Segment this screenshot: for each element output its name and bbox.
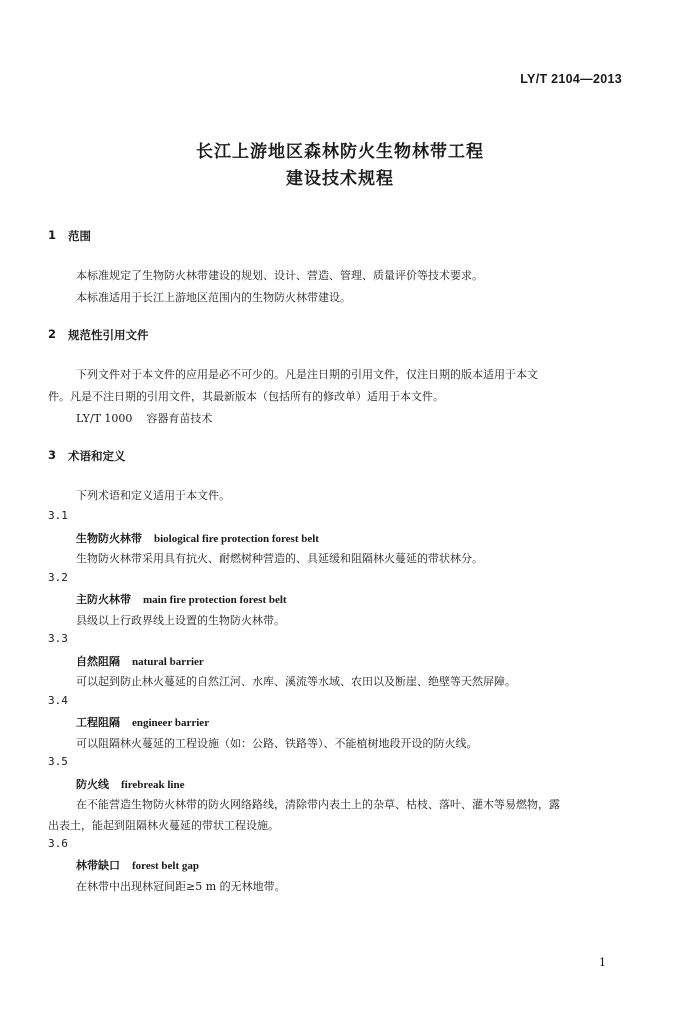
section-2-number: 2 [48,327,57,341]
section-1-number: 1 [48,228,57,242]
term-definition: 生物防火林带采用具有抗火、耐燃树种营造的、具延缓和阻隔林火蔓延的带状林分。 [76,552,483,565]
section-1-para-2: 本标准适用于长江上游地区范围内的生物防火林带建设。 [76,291,351,304]
term-en: forest belt gap [132,860,200,872]
term-cn: 生物防火林带 [76,532,142,545]
term-definition: 县级以上行政界线上设置的生物防火林带。 [76,614,285,627]
term-number: 3.5 [48,755,68,768]
reference-entry [76,410,212,426]
term-en: natural barrier [132,656,204,668]
term-heading [76,530,319,546]
section-1-para-1: 本标准规定了生物防火林带建设的规划、设计、营造、管理、质量评价等技术要求。 [76,269,483,282]
term-heading [76,714,209,730]
term-cn: 林带缺口 [76,859,120,872]
standard-number: LY/T 2104—2013 [520,72,622,86]
term-heading [76,653,204,669]
reference-code: LY/T 1000 [76,412,133,425]
term-number: 3.3 [48,632,68,645]
term-definition: 可以阻隔林火蔓延的工程设施（如：公路、铁路等）、不能植树地段开设的防火线。 [76,737,478,750]
section-2-para-line-2: 件。凡是不注日期的引用文件，其最新版本（包括所有的修改单）适用于本文件。 [48,390,444,403]
term-number: 3.6 [48,837,68,850]
term-cn: 主防火林带 [76,593,131,606]
section-3-number: 3 [48,448,57,462]
term-number: 3.2 [48,571,68,584]
section-2-heading: 规范性引用文件 [68,328,149,342]
reference-title: 容器育苗技术 [146,412,213,425]
term-en: firebreak line [121,779,185,791]
term-en: engineer barrier [132,717,210,729]
term-en: main fire protection forest belt [143,594,287,606]
term-definition: 在林带中出现林冠间距≥5 m 的无林地带。 [76,880,286,893]
section-3-heading: 术语和定义 [68,449,126,463]
title-line-1: 长江上游地区森林防火生物林带工程 [196,142,484,162]
term-heading [76,776,184,792]
term-heading [76,857,199,873]
term-definition: 在不能营造生物防火林带的防火网络路线，清除带内表土上的杂草、枯枝、落叶、灌木等易燃物，露 [76,798,560,811]
term-en: biological fire protection forest belt [154,533,319,545]
term-cn: 工程阻隔 [76,716,120,729]
term-definition: 可以起到防止林火蔓延的自然江河、水库、溪流等水域、农田以及断崖、绝壁等天然屏障。 [76,675,516,688]
term-number: 3.4 [48,694,68,707]
title-line-2: 建设技术规程 [286,169,394,189]
page-number: 1 [599,956,606,969]
section-2-para-line-1: 下列文件对于本文件的应用是必不可少的。凡是注日期的引用文件，仅注日期的版本适用于本文 [76,368,538,381]
term-cn: 自然阻隔 [76,655,120,668]
section-3-intro: 下列术语和定义适用于本文件。 [76,489,230,502]
term-cn: 防火线 [76,778,109,791]
term-definition-continued: 出表土，能起到阻隔林火蔓延的带状工程设施。 [48,819,279,832]
term-heading [76,591,287,607]
section-1-heading: 范围 [68,229,91,243]
term-number: 3.1 [48,509,68,522]
